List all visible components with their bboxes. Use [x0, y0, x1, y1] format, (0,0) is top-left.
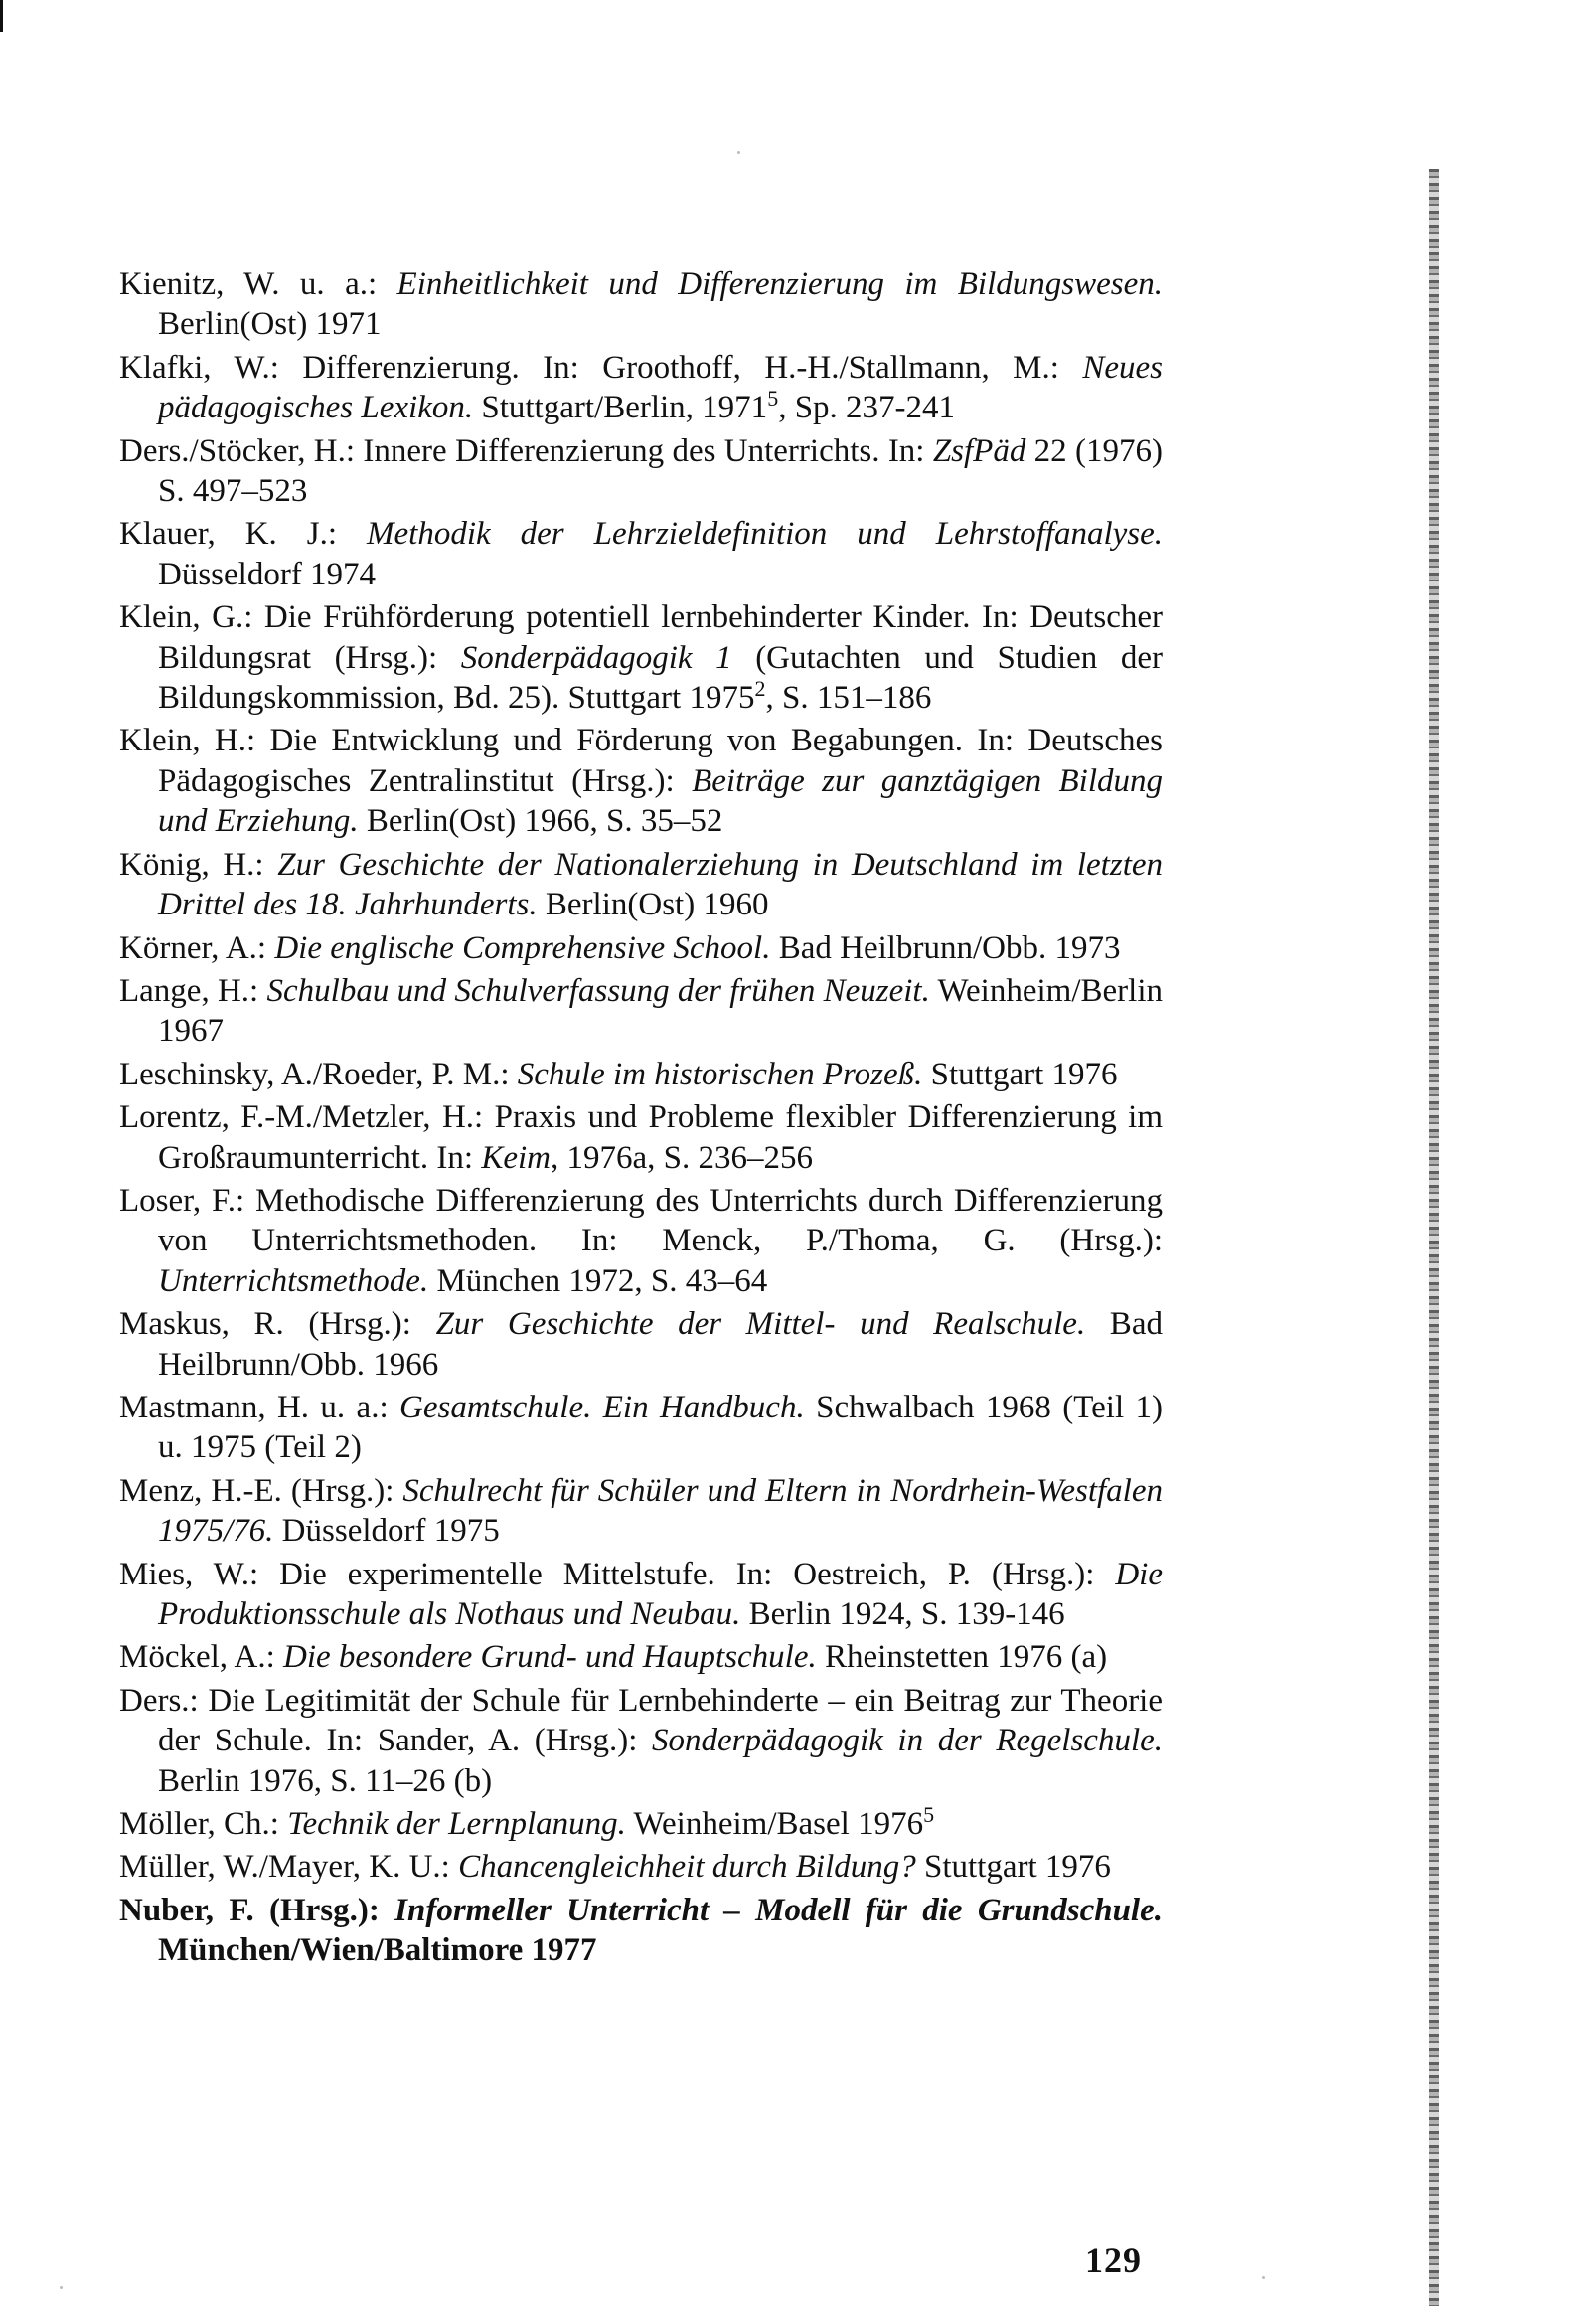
bibliography-entry — [119, 1388, 1163, 1468]
entry-publication: 1976a, S. 236–256 — [558, 1139, 813, 1176]
entry-title: Die besondere Grund- und Hauptschule. — [282, 1639, 817, 1676]
entry-publication: Stuttgart/Berlin, 1971 — [473, 390, 768, 426]
entry-publication: München/Wien/Baltimore 1977 — [158, 1932, 597, 1969]
bibliography-list — [119, 264, 1163, 1974]
entry-publication: Weinheim/Berlin 1967 — [158, 972, 1163, 1050]
bibliography-entry — [119, 1555, 1163, 1635]
entry-edition: 5 — [767, 386, 779, 412]
entry-title: Chancengleichheit durch Bildung? — [458, 1849, 916, 1886]
entry-edition: 2 — [754, 676, 766, 702]
bibliography-entry — [119, 1304, 1163, 1385]
bibliography-entry — [119, 1847, 1163, 1887]
entry-title: Schulbau und Schulverfassung der frühen Neuzeit. — [266, 972, 930, 1009]
entry-title: ZsfPäd — [932, 432, 1026, 469]
entry-author: Lorentz, F.-M./Metzler, H.: Praxis und Probleme flexibler Differenzierung im Großraumunterricht. In: — [119, 1099, 1163, 1176]
bibliography-entry — [119, 264, 1163, 345]
scan-speck — [1262, 2276, 1265, 2279]
entry-author: Menz, H.-E. (Hrsg.): — [119, 1472, 403, 1509]
entry-author: Nuber, F. (Hrsg.): — [119, 1892, 395, 1928]
entry-publication: Bad Heilbrunn/Obb. 1973 — [770, 929, 1121, 966]
entry-title: Informeller Unterricht – Modell für die Grundschule. — [394, 1892, 1163, 1928]
entry-publication: Berlin 1976, S. 11–26 (b) — [158, 1762, 493, 1799]
entry-publication: Berlin(Ost) 1966, S. 35–52 — [358, 803, 723, 840]
entry-title: Schulrecht für Schüler und Eltern in Nordrhein-Westfalen 1975/76. — [158, 1472, 1163, 1550]
bibliography-entry — [119, 348, 1163, 428]
bibliography-entry — [119, 431, 1163, 512]
bibliography-entry — [119, 1055, 1163, 1094]
bibliography-entry — [119, 845, 1163, 925]
scan-speck — [60, 2286, 63, 2289]
entry-author: Leschinsky, A./Roeder, P. M.: — [119, 1056, 518, 1092]
bibliography-entry — [119, 514, 1163, 594]
entry-author: Körner, A.: — [119, 929, 275, 966]
scan-binding-shadow — [1429, 169, 1439, 2306]
entry-publication: Berlin(Ost) 1971 — [158, 306, 382, 343]
entry-pages: , Sp. 237-241 — [778, 390, 956, 426]
entry-publication: Düsseldorf 1974 — [158, 556, 377, 592]
entry-title: Sonderpädagogik 1 — [460, 639, 732, 676]
bibliography-entry — [119, 1891, 1163, 1971]
entry-title: Unterrichtsmethode. — [158, 1262, 429, 1299]
bibliography-entry — [119, 721, 1163, 841]
entry-publication: München 1972, S. 43–64 — [428, 1262, 768, 1299]
entry-title: Zur Geschichte der Nationalerziehung in Deutschland im letzten Drittel des 18. Jahrhunderts. — [158, 846, 1164, 923]
entry-publication: Düsseldorf 1975 — [273, 1513, 500, 1550]
entry-author: Klafki, W.: Differenzierung. In: Groothoff, H.-H./Stallmann, M.: — [119, 349, 1083, 386]
entry-author: Möckel, A.: — [119, 1639, 283, 1676]
bibliography-entry — [119, 597, 1163, 718]
scan-speck — [737, 151, 740, 154]
bibliography-entry — [119, 928, 1163, 968]
entry-publication: 22 (1976) S. 497–523 — [158, 432, 1163, 510]
entry-publication: Weinheim/Basel 1976 — [625, 1806, 924, 1843]
entry-publication: Berlin(Ost) 1960 — [537, 887, 769, 923]
entry-title: Einheitlichkeit und Differenzierung im Bildungswesen. — [396, 266, 1163, 302]
entry-publication: Schwalbach 1968 (Teil 1) u. 1975 (Teil 2) — [158, 1389, 1163, 1466]
bibliography-entry — [119, 1637, 1163, 1677]
entry-title: Sonderpädagogik in der Regelschule. — [652, 1723, 1164, 1759]
entry-title: Keim, — [481, 1139, 559, 1176]
entry-publication: Stuttgart 1976 — [915, 1849, 1111, 1886]
bibliography-entry — [119, 1471, 1163, 1552]
entry-author: Lange, H.: — [119, 972, 267, 1009]
entry-author: Müller, W./Mayer, K. U.: — [119, 1849, 459, 1886]
entry-title: Die englische Comprehensive School. — [274, 929, 771, 966]
entry-title: Technik der Lernplanung. — [287, 1806, 626, 1843]
entry-publication: Bad Heilbrunn/Obb. 1966 — [158, 1306, 1163, 1383]
entry-author: Mies, W.: Die experimentelle Mittelstufe. In: Oestreich, P. (Hrsg.): — [119, 1556, 1116, 1592]
entry-publication: Berlin 1924, S. 139-146 — [740, 1596, 1065, 1632]
entry-title: Neues pädagogisches Lexikon. — [158, 349, 1163, 426]
entry-author: Mastmann, H. u. a.: — [119, 1389, 399, 1425]
entry-title: Schule im historischen Prozeß. — [517, 1056, 923, 1092]
bibliography-entry — [119, 1804, 1163, 1844]
bibliography-entry — [119, 971, 1163, 1052]
entry-pages: , S. 151–186 — [765, 680, 932, 717]
entry-author: Maskus, R. (Hrsg.): — [119, 1306, 436, 1343]
entry-author: Ders./Stöcker, H.: Innere Differenzierung des Unterrichts. In: — [119, 432, 933, 469]
entry-title: Die Produktionsschule als Nothaus und Neubau. — [158, 1556, 1163, 1632]
entry-publication: Stuttgart 1976 — [922, 1056, 1118, 1092]
entry-author: Klauer, K. J.: — [119, 516, 368, 553]
entry-author: Möller, Ch.: — [119, 1806, 288, 1843]
entry-author: Kienitz, W. u. a.: — [119, 266, 397, 302]
entry-publication: Rheinstetten 1976 (a) — [816, 1639, 1108, 1676]
bibliography-entry — [119, 1681, 1163, 1801]
entry-author: König, H.: — [119, 846, 278, 883]
entry-author: Klein, G.: Die Frühförderung potentiell lernbehinderter Kinder. In: Deutscher Bildungsrat (Hrsg.): — [119, 599, 1163, 676]
entry-edition: 5 — [923, 1802, 935, 1828]
bibliography-entry — [119, 1097, 1163, 1178]
entry-author: Klein, H.: Die Entwicklung und Förderung von Begabungen. In: Deutsches Pädagogisches Zentralinstitut (Hrsg.): — [119, 723, 1163, 799]
entry-author: Ders.: Die Legitimität der Schule für Lernbehinderte – ein Beitrag zur Theorie der Schule. In: Sander, A. (Hrsg.): — [119, 1682, 1163, 1759]
entry-author: Loser, F.: Methodische Differenzierung des Unterrichts durch Differenzierung von Unterrichtsmethoden. In: Menck, P./Thoma, G. (Hrsg.): — [119, 1182, 1163, 1259]
entry-publication: (Gutachten und Studien der Bildungskommission, Bd. 25). Stuttgart 1975 — [158, 639, 1163, 717]
entry-title: Gesamtschule. Ein Handbuch. — [399, 1389, 805, 1425]
bibliography-entry — [119, 1181, 1163, 1301]
entry-title: Methodik der Lehrzieldefinition und Lehrstoffanalyse. — [367, 516, 1163, 553]
entry-title: Beiträge zur ganztägigen Bildung und Erziehung. — [158, 762, 1163, 840]
page-number: 129 — [1085, 2241, 1142, 2280]
scan-edge-mark — [0, 0, 3, 32]
entry-title: Zur Geschichte der Mittel- und Realschule. — [435, 1306, 1086, 1343]
